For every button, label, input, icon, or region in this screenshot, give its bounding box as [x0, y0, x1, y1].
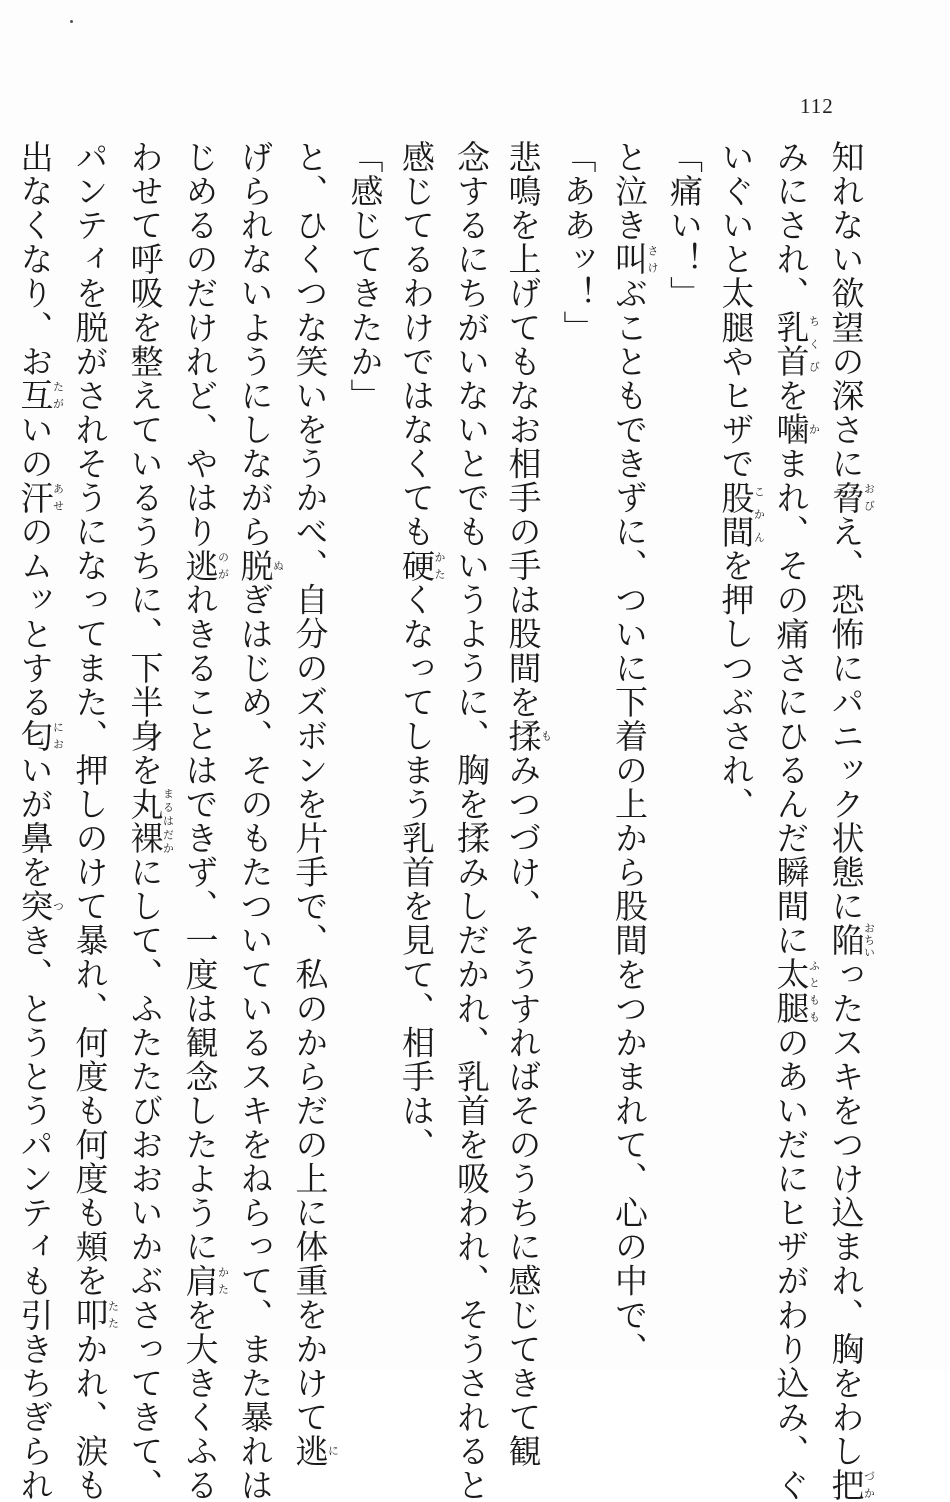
text-segment: 感じてるわけではなくても: [397, 140, 436, 549]
page-number: 112: [800, 94, 834, 118]
page-speck: [70, 20, 73, 23]
text-segment: き、とうとうパンティも引きちぎられ: [15, 923, 55, 1502]
text-line: [765, 140, 821, 1502]
text-segment: いぐいと太腿やヒザで: [716, 140, 756, 481]
ruby-base: 匂: [15, 718, 55, 753]
text-segment: 「ああッ！」: [558, 140, 598, 345]
ruby-word: [290, 1433, 340, 1468]
text-segment: 念するにちがいないとでもいうように、胸を揉みしだかれ、乳首を吸われ、そうされると: [452, 140, 491, 1502]
text-line: [284, 140, 340, 1468]
ruby-word: [235, 548, 285, 583]
text-line: [391, 140, 446, 1320]
ruby-base: 丸裸: [125, 786, 165, 856]
ruby-reading: たが: [51, 378, 65, 413]
ruby-word: [826, 922, 876, 959]
ruby-reading: づか: [862, 1467, 876, 1502]
ruby-reading: つ: [51, 889, 65, 924]
text-segment: と、ひくつな笑いをうかべ、自分のズボンを片手で、私のからだの上に体重をかけて: [290, 140, 330, 1434]
text-line: [339, 140, 391, 1320]
text-segment: 「感じてきたか」: [345, 140, 385, 413]
ruby-reading: に: [326, 1433, 340, 1468]
ruby-base: 揉: [503, 718, 543, 753]
ruby-word: [15, 718, 65, 753]
ruby-base: 突: [15, 889, 55, 924]
ruby-word: [180, 1263, 230, 1298]
ruby-word: [826, 480, 876, 515]
ruby-word: [15, 480, 65, 515]
text-line: [552, 140, 604, 1320]
ruby-reading: まるはだか: [161, 786, 175, 856]
ruby-word: [503, 718, 553, 753]
ruby-reading: か: [807, 412, 821, 447]
text-segment: まれ、その痛さにひるんだ瞬間に: [771, 446, 811, 958]
ruby-reading: かた: [433, 548, 446, 583]
ruby-base: 噛: [771, 412, 811, 447]
ruby-word: [826, 1467, 876, 1502]
text-line: [820, 140, 876, 1502]
text-line: [9, 140, 65, 1502]
ruby-word: [716, 480, 766, 549]
body-text: [15, 140, 876, 1502]
ruby-reading: たた: [106, 1297, 120, 1332]
ruby-base: 脱: [235, 548, 275, 583]
text-segment: 出なくなり、お: [15, 140, 55, 379]
ruby-base: 脅: [826, 480, 866, 515]
ruby-word: [125, 786, 175, 856]
ruby-reading: あせ: [51, 480, 65, 515]
ruby-base: 逃: [290, 1433, 330, 1468]
ruby-word: [15, 889, 65, 924]
ruby-reading: にお: [51, 718, 65, 753]
text-line: [229, 140, 285, 1502]
text-line: [64, 140, 120, 1502]
text-segment: ぶこともできずに、ついに下着の上から股間をつかまれて、心の中で、: [610, 276, 649, 1366]
text-line: [604, 140, 659, 1366]
ruby-base: 陥: [826, 922, 866, 959]
ruby-base: 叫: [610, 242, 649, 277]
ruby-word: [771, 412, 821, 447]
ruby-base: 叩: [70, 1297, 110, 1332]
text-segment: を大きくふる: [180, 1297, 220, 1502]
text-segment: え、恐怖にパニック状態に: [826, 514, 866, 924]
text-line: [174, 140, 230, 1502]
text-segment: 知れない欲望の深さに: [826, 140, 866, 481]
text-segment: のあいだにヒザがわり込み、ぐ: [771, 1025, 811, 1502]
text-line: [119, 140, 175, 1502]
ruby-word: [397, 548, 446, 583]
ruby-reading: かた: [216, 1263, 230, 1298]
ruby-reading: さけ: [646, 242, 659, 277]
ruby-word: [15, 378, 65, 413]
ruby-base: 乳首: [771, 310, 811, 379]
text-segment: わせて呼吸を整えているうちに、下半身を: [125, 140, 165, 787]
text-segment: いの: [15, 412, 55, 481]
text-segment: かれ、涙も: [70, 1331, 110, 1502]
text-segment: いが鼻を: [15, 752, 55, 890]
text-segment: パンティを脱がされそうになってまた、押しのけて暴れ、何度も何度も頬を: [70, 140, 110, 1298]
ruby-base: 太腿: [771, 957, 811, 1026]
text-segment: れきることはできず、一度は観念したように: [180, 582, 220, 1264]
text-segment: 悲鳴を上げてもなお相手の手は股間を: [503, 140, 543, 719]
text-segment: じめるのだけれど、やはり: [180, 140, 220, 549]
text-line: [710, 140, 765, 1320]
text-segment: と泣き: [610, 140, 649, 243]
ruby-reading: ふともも: [807, 957, 821, 1026]
ruby-word: [70, 1297, 120, 1332]
ruby-base: 硬: [397, 548, 436, 583]
ruby-word: [180, 548, 230, 583]
ruby-word: [771, 310, 821, 379]
ruby-reading: おび: [862, 480, 876, 515]
ruby-reading: こかん: [752, 480, 766, 549]
ruby-base: 互: [15, 378, 55, 413]
text-segment: みにされ、: [771, 140, 811, 311]
text-segment: を押しつぶされ、: [716, 548, 756, 822]
ruby-word: [771, 957, 821, 1026]
ruby-reading: も: [539, 718, 553, 753]
text-segment: くなってしまう乳首を見て、相手は、: [397, 582, 436, 1162]
ruby-reading: のが: [216, 548, 230, 583]
ruby-base: 把: [826, 1467, 866, 1502]
text-line: [659, 140, 711, 1320]
text-line: [446, 140, 498, 1502]
ruby-base: 逃: [180, 548, 220, 583]
text-segment: みつづけ、そうすればそのうちに感じてきて観: [503, 752, 543, 1468]
ruby-reading: おちい: [862, 922, 876, 959]
ruby-reading: ぬ: [271, 548, 285, 583]
text-segment: にして、ふたたびおおいかぶさってきて、: [125, 855, 165, 1502]
text-line: [497, 140, 553, 1468]
ruby-word: [610, 242, 659, 277]
text-segment: げられないようにしながら: [235, 140, 275, 549]
text-segment: 「痛い！」: [665, 140, 704, 311]
ruby-base: 股間: [716, 480, 756, 549]
ruby-base: 汗: [15, 480, 55, 515]
ruby-reading: ちくび: [807, 310, 821, 379]
text-segment: ったスキをつけ込まれ、胸をわし: [826, 957, 866, 1468]
text-segment: ぎはじめ、そのもたついているスキをねらって、また暴れは: [235, 582, 275, 1502]
text-segment: を: [771, 378, 811, 413]
text-segment: のムッとする: [15, 514, 55, 719]
ruby-base: 肩: [180, 1263, 220, 1298]
